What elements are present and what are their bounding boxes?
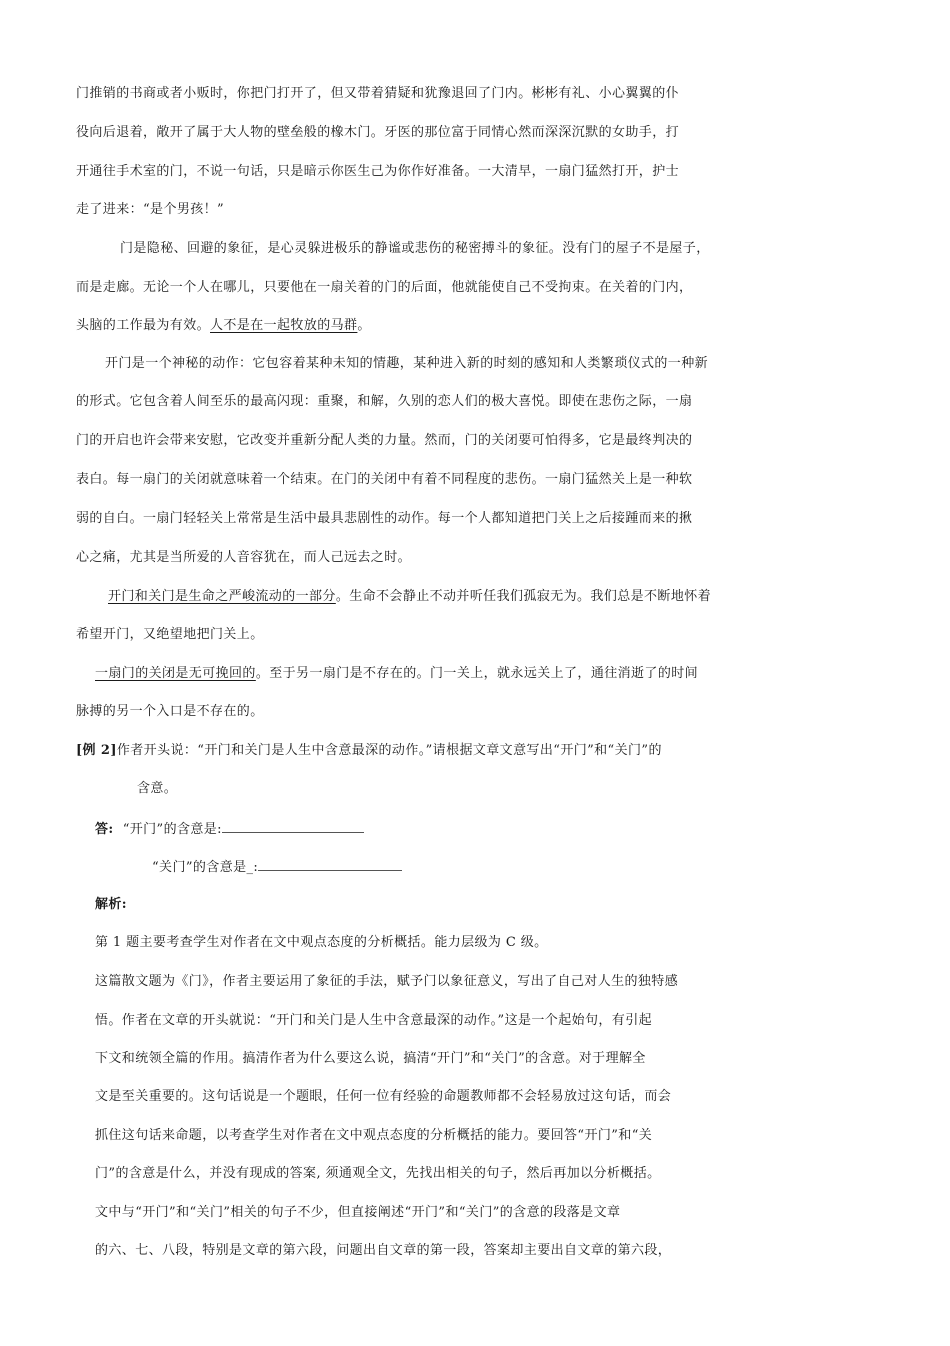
passage-line [95, 666, 698, 682]
answer-blank-open[interactable] [222, 820, 364, 833]
passage-text: 。 [357, 318, 371, 333]
answer-label: 答: [95, 822, 114, 837]
analysis-line: 文是至关重要的。这句话说是一个题眼，任何一位有经验的命题教师都不会轻易放过这句话，而会 [95, 1089, 672, 1104]
passage-text: 。生命不会静止不动并听任我们孤寂无为。我们总是不断地怀着 [335, 589, 712, 604]
passage-line: 开门是一个神秘的动作：它包容着某种未知的情趣，某种进入新的时刻的感知和人类繁琐仪式的一种新 [105, 356, 709, 371]
passage-line: 表白。每一扇门的关闭就意味着一个结束。在门的关闭中有着不同程度的悲伤。一扇门猛然关上是一种软 [76, 472, 693, 487]
underlined-phrase: 一扇门的关闭是无可挽回的 [95, 666, 256, 681]
passage-text: 。至于另一扇门是不存在的。门一关上，就永远关上了，通往消逝了的时间 [255, 666, 699, 681]
passage-line: 门推销的书商或者小贩时，你把门打开了，但又带着猜疑和犹豫退回了门内。彬彬有礼、小心翼翼的仆 [76, 86, 680, 101]
answer-line [95, 820, 364, 838]
analysis-line: 这篇散文题为《门》，作者主要运用了象征的手法，赋予门以象征意义，写出了自己对人生的独特感 [95, 974, 679, 989]
answer-line [152, 858, 402, 876]
analysis-label: 解析: [95, 897, 127, 912]
analysis-line: 的六、七、八段，特别是文章的第六段，问题出自文章的第一段，答案却主要出自文章的第六段， [95, 1243, 672, 1258]
analysis-line: 门”的含意是什么，并没有现成的答案, 须通观全文，先找出相关的句子，然后再加以分析概括。 [95, 1166, 661, 1181]
passage-line: 脉搏的另一个入口是不存在的。 [76, 704, 264, 719]
answer-close-prompt: “关门”的含意是_: [152, 860, 259, 875]
analysis-line: 文中与“开门”和“关门”相关的句子不少，但直接阐述“开门”和“关门”的含意的段落是文章 [95, 1205, 621, 1220]
passage-line: 的形式。它包含着人间至乐的最高闪现：重聚，和解，久别的恋人们的极大喜悦。即使在悲伤之际，一扇 [76, 394, 693, 409]
passage-line: 门是隐秘、回避的象征，是心灵躲进极乐的静谧或悲伤的秘密搏斗的象征。没有门的屋子不是屋子， [120, 241, 710, 256]
passage-line: 门的开启也许会带来安慰，它改变并重新分配人类的力量。然而，门的关闭要可怕得多，它是最终判决的 [76, 433, 693, 448]
passage-text: 头脑的工作最为有效。 [76, 318, 211, 333]
question-line: 含意。 [137, 781, 178, 796]
analysis-line: 悟。作者在文章的开头就说：“开门和关门是人生中含意最深的动作。”这是一个起始句，有引起 [95, 1013, 652, 1028]
passage-line: 役向后退着，敞开了属于大人物的壁垒般的橡木门。牙医的那位富于同情心然而深深沉默的女助手，打 [76, 125, 680, 140]
underlined-phrase: 人不是在一起牧放的马群 [210, 318, 358, 333]
passage-line [76, 318, 371, 334]
analysis-line: 第 1 题主要考查学生对作者在文中观点态度的分析概括。能力层级为 C 级。 [95, 935, 548, 950]
answer-blank-close[interactable] [258, 858, 402, 871]
passage-line: 而是走廊。无论一个人在哪儿，只要他在一扇关着的门的后面，他就能使自己不受拘束。在关着的门内， [76, 280, 693, 295]
passage-line: 希望开门，又绝望地把门关上。 [76, 627, 264, 642]
question-line [76, 743, 662, 759]
underlined-phrase: 开门和关门是生命之严峻流动的一部分 [108, 589, 336, 604]
analysis-line: 下文和统领全篇的作用。搞清作者为什么要这么说，搞清“开门”和“关门”的含意。对于理解全 [95, 1051, 646, 1066]
question-label: [例 2] [76, 743, 117, 758]
passage-line: 弱的自白。一扇门轻轻关上常常是生活中最具悲剧性的动作。每一个人都知道把门关上之后接踵而来的揪 [76, 511, 693, 526]
passage-line: 开通往手术室的门，不说一句话，只是暗示你医生己为你作好准备。一大清早，一扇门猛然打开，护士 [76, 164, 680, 179]
passage-line: 走了进来：“是个男孩！” [76, 202, 225, 217]
answer-open-prompt: “开门”的含意是: [122, 822, 222, 837]
passage-line [108, 589, 711, 605]
question-text: 作者开头说：“开门和关门是人生中含意最深的动作。”请根据文章文意写出“开门”和“关门”的 [116, 743, 662, 758]
passage-line: 心之痛，尤其是当所爱的人音容犹在，而人己远去之时。 [76, 550, 412, 565]
analysis-line: 抓住这句话来命题，以考查学生对作者在文中观点态度的分析概括的能力。要回答“开门”和“关 [95, 1128, 653, 1143]
